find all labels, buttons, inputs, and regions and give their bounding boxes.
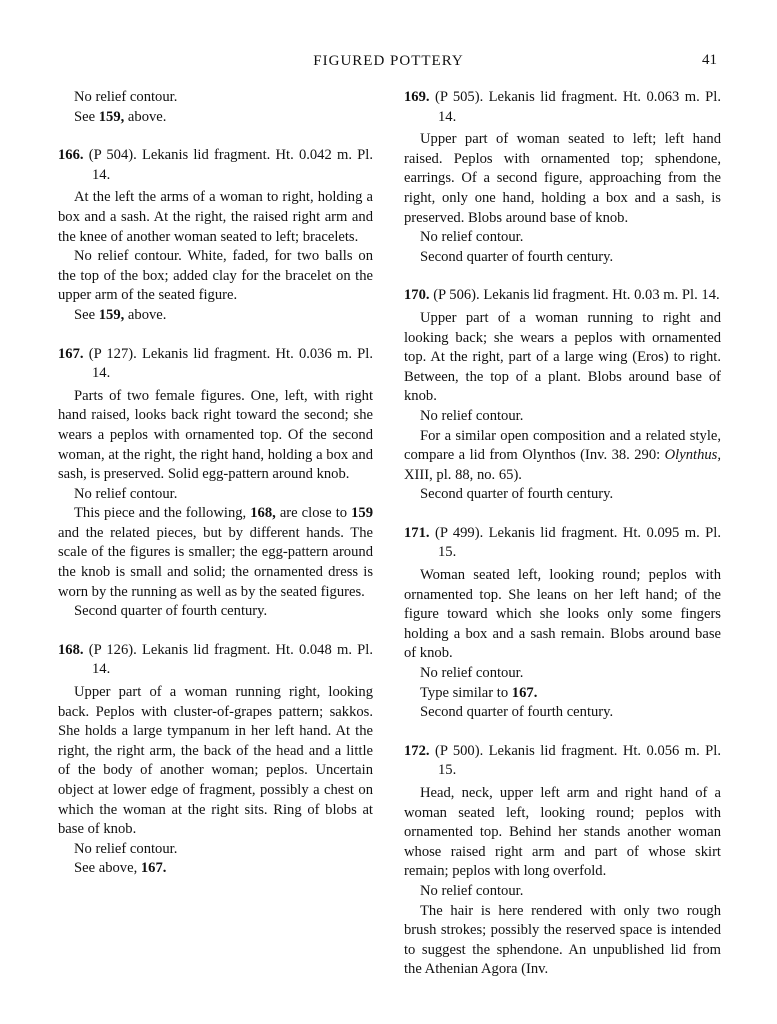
catalogue-entry-166 xyxy=(58,146,373,325)
page-number: 41 xyxy=(702,52,717,68)
entry-heading: 168. (P 126). Lekanis lid fragment. Ht. 0.048 m. Pl. 14. xyxy=(58,641,373,678)
entry-description: Upper part of woman seated to left; left hand raised. Peplos with ornamented top; sphendone, earrings. Of a second figure, approaching from the right, only one hand, holding a box and a sash, is preserved. Blobs around base of knob. xyxy=(404,131,721,226)
entry-number: 168. xyxy=(58,641,84,658)
catalogue-entry-170 xyxy=(404,286,721,505)
catalogue-entry-168 xyxy=(58,641,373,879)
entry-note: No relief contour. xyxy=(420,882,524,899)
entry-heading: 166. (P 504). Lekanis lid fragment. Ht. 0.042 m. Pl. 14. xyxy=(58,147,373,183)
cross-reference: See 159, above. xyxy=(74,306,167,323)
entry-heading: 172. (P 500). Lekanis lid fragment. Ht. 0.056 m. Pl. 15. xyxy=(404,742,721,779)
entry-number: 170. xyxy=(404,287,430,304)
entry-date: Second quarter of fourth century. xyxy=(420,486,614,503)
entry-number: 167. xyxy=(58,345,84,362)
entry-heading: 169. (P 505). Lekanis lid fragment. Ht. 0.063 m. Pl. 14. xyxy=(404,89,721,125)
entry-description: At the left the arms of a woman to right, holding a box and a sash. At the right, the raised right arm and the knee of another woman seated to left; bracelets. xyxy=(58,189,373,245)
paragraph: No relief contour. xyxy=(74,89,178,105)
entry-date: Second quarter of fourth century. xyxy=(420,704,614,721)
catalogue-entry-169 xyxy=(404,88,721,267)
entry-number: 172. xyxy=(404,742,430,759)
running-title: FIGURED POTTERY xyxy=(313,53,464,69)
cross-reference: See above, 167. xyxy=(74,860,167,877)
entry-heading: 170. (P 506). Lekanis lid fragment. Ht. 0.03 m. Pl. 14. xyxy=(404,287,720,304)
entry-date: Second quarter of fourth century. xyxy=(420,248,614,265)
entry-number: 166. xyxy=(58,147,84,164)
entry-description: Parts of two female figures. One, left, with right hand raised, looks back right toward the second; she wears a peplos with ornamented top. Of the second woman, at the right, the right hand, holding a box and sash, is preserved. Solid egg-pattern around knob. xyxy=(58,387,373,483)
entry-note: No relief contour. xyxy=(420,407,524,424)
left-column xyxy=(58,88,373,879)
entry-heading: 167. (P 127). Lekanis lid fragment. Ht. 0.036 m. Pl. 14. xyxy=(58,345,373,382)
entry-type: Type similar to 167. xyxy=(420,684,538,701)
cross-reference: See 159, above. xyxy=(74,108,167,125)
entry-description: Upper part of a woman running to right and looking back; she wears a peplos with ornamented top. At the right, part of a large wing (Eros) to right. Between, the top of a plant. Blobs around base of knob. xyxy=(404,309,721,405)
entry-heading: 171. (P 499). Lekanis lid fragment. Ht. 0.095 m. Pl. 15. xyxy=(404,524,721,561)
entry-date: Second quarter of fourth century. xyxy=(74,603,268,620)
entry-discussion: The hair is here rendered with only two rough brush strokes; possibly the reserved space is intended to suggest the sphendone. An unpublished lid from the Athenian Agora (Inv. xyxy=(404,902,721,978)
entry-number: 169. xyxy=(404,89,430,105)
catalogue-entry-172 xyxy=(404,742,721,980)
entry-discussion: This piece and the following, 168, are close to 159 and the related pieces, but by different hands. The scale of the figures is smaller; the egg-pattern around the knob is small and solid; the ornamented dress is worn by the running as well as by the seated figures. xyxy=(58,505,373,600)
entry-note: No relief contour. xyxy=(74,840,178,857)
entry-comparison: For a similar open composition and a related style, compare a lid from Olynthos (Inv. 38. 290: Olynthus, XIII, pl. 88, no. 65). xyxy=(404,427,721,483)
entry-description: Upper part of a woman running right, looking back. Peplos with cluster-of-grapes pattern; sakkos. She holds a large tympanum in her left hand. At the right, the right arm, the back of the head and a little of the body of another woman; peplos. Uncertain object at lower edge of fragment, possibly a chest on which the woman at the right sits. Ring of blobs at base of knob. xyxy=(58,684,373,838)
right-column xyxy=(404,88,721,980)
entry-description: Head, neck, upper left arm and right hand of a woman seated left, looking round; peplos with ornamented top. Behind her stands another woman whose raised right arm and part of whose skirt remain; peplos with long overfold. xyxy=(404,785,721,880)
entry-note: No relief contour. xyxy=(74,485,178,502)
entry-number: 171. xyxy=(404,524,430,541)
catalogue-entry-171 xyxy=(404,524,721,723)
entry-note: No relief contour. White, faded, for two balls on the top of the box; added clay for the bracelet on the upper arm of the seated figure. xyxy=(58,248,373,304)
entry-note: No relief contour. xyxy=(420,229,524,246)
catalogue-entry-167 xyxy=(58,345,373,622)
entry-note: No relief contour. xyxy=(420,665,524,682)
entry-description: Woman seated left, looking round; peplos with ornamented top. She leans on her left hand; of the figure toward which she looks only some fingers holding a box and a sash remain. Blobs around base of knob. xyxy=(404,567,721,662)
